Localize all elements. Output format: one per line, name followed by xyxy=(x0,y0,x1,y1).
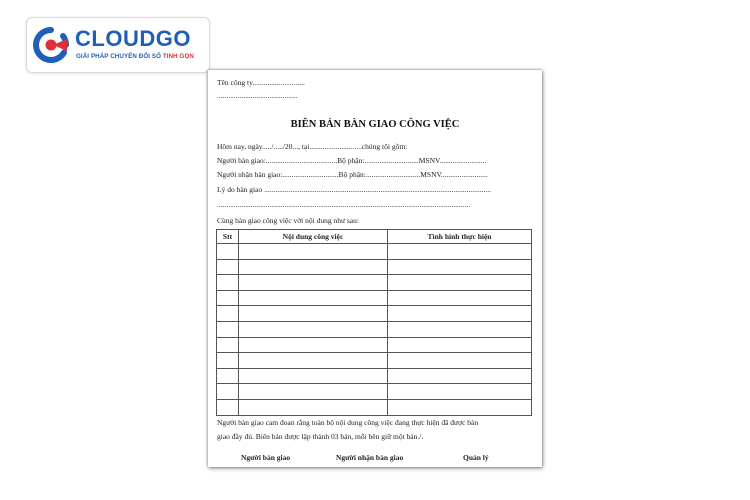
table-row xyxy=(217,353,532,369)
tagline-prefix: GIẢI PHÁP CHUYỂN ĐỔI SỐ xyxy=(76,53,163,60)
signature-manager: Quản lý xyxy=(463,453,489,462)
table-cell xyxy=(239,353,388,369)
document-title: BIÊN BẢN BÀN GIAO CÔNG VIỆC xyxy=(290,119,460,130)
table-cell xyxy=(388,399,532,415)
work-table xyxy=(216,229,532,416)
brand-tagline xyxy=(76,53,194,60)
table-cell xyxy=(388,337,532,353)
table-cell xyxy=(388,275,532,291)
table-cell xyxy=(217,353,239,369)
table-cell xyxy=(239,321,388,337)
header-progress: Tình hình thực hiện xyxy=(388,230,532,244)
table-row xyxy=(217,368,532,384)
header-stt: Stt xyxy=(217,230,239,244)
table-cell xyxy=(217,244,239,260)
table-cell xyxy=(217,259,239,275)
table-row xyxy=(217,399,532,415)
table-row xyxy=(217,337,532,353)
table-cell xyxy=(388,259,532,275)
table-cell xyxy=(388,384,532,400)
table-row xyxy=(217,321,532,337)
reason-continuation-line: ....................................................................................................................................... xyxy=(217,200,471,209)
table-cell xyxy=(217,290,239,306)
table-cell xyxy=(239,259,388,275)
table-cell xyxy=(388,321,532,337)
table-cell xyxy=(217,384,239,400)
tagline-suffix: TINH GỌN xyxy=(162,53,194,60)
handover-document xyxy=(208,70,542,467)
table-header-row xyxy=(217,230,532,244)
company-name-line: Tên công ty............................ xyxy=(217,78,305,87)
company-extra-line: ........................................... xyxy=(217,91,298,100)
table-row xyxy=(217,290,532,306)
table-cell xyxy=(239,384,388,400)
table-cell xyxy=(239,337,388,353)
table-row xyxy=(217,259,532,275)
signature-handover: Người bàn giao xyxy=(241,453,291,462)
cloudgo-logo xyxy=(26,17,210,73)
table-cell xyxy=(217,368,239,384)
table-cell xyxy=(239,244,388,260)
table-intro: Cùng bàn giao công việc với nội dung như sau: xyxy=(217,216,359,225)
table-cell xyxy=(388,353,532,369)
table-cell xyxy=(388,368,532,384)
header-work-content: Nội dung công việc xyxy=(239,230,388,244)
closing-line-2: giao đầy đủ. Biên bản được lập thành 03 bản, mỗi bên giữ một bản./. xyxy=(217,432,424,441)
table-cell xyxy=(239,275,388,291)
closing-line-1: Người bàn giao cam đoan rằng toàn bộ nội dung công việc đang thực hiện đã được bàn xyxy=(217,418,479,427)
table-row xyxy=(217,384,532,400)
table-cell xyxy=(239,399,388,415)
receiver-person-line: Người nhận bàn giao:..............................Bộ phận:.............................MSNV......................... xyxy=(217,170,488,179)
handover-person-line: Người bàn giao:......................................Bộ phận:.............................MSNV......................... xyxy=(217,156,487,165)
table-cell xyxy=(388,306,532,322)
table-cell xyxy=(239,368,388,384)
table-cell xyxy=(239,306,388,322)
table-cell xyxy=(217,321,239,337)
cloudgo-logo-icon xyxy=(33,27,69,63)
table-cell xyxy=(388,290,532,306)
table-row xyxy=(217,244,532,260)
table-cell xyxy=(239,290,388,306)
table-cell xyxy=(217,337,239,353)
table-row xyxy=(217,275,532,291)
signature-receiver: Người nhận bàn giao xyxy=(336,453,404,462)
brand-name: CLOUDGO xyxy=(75,26,191,51)
table-cell xyxy=(217,275,239,291)
table-cell xyxy=(217,306,239,322)
date-location-line: Hôm nay, ngày...../...../20..., tại............................chúng tôi gồm: xyxy=(217,142,408,151)
table-cell xyxy=(388,244,532,260)
table-row xyxy=(217,306,532,322)
reason-line: Lý do bàn giao ......................................................................................................................... xyxy=(217,185,491,194)
table-cell xyxy=(217,399,239,415)
